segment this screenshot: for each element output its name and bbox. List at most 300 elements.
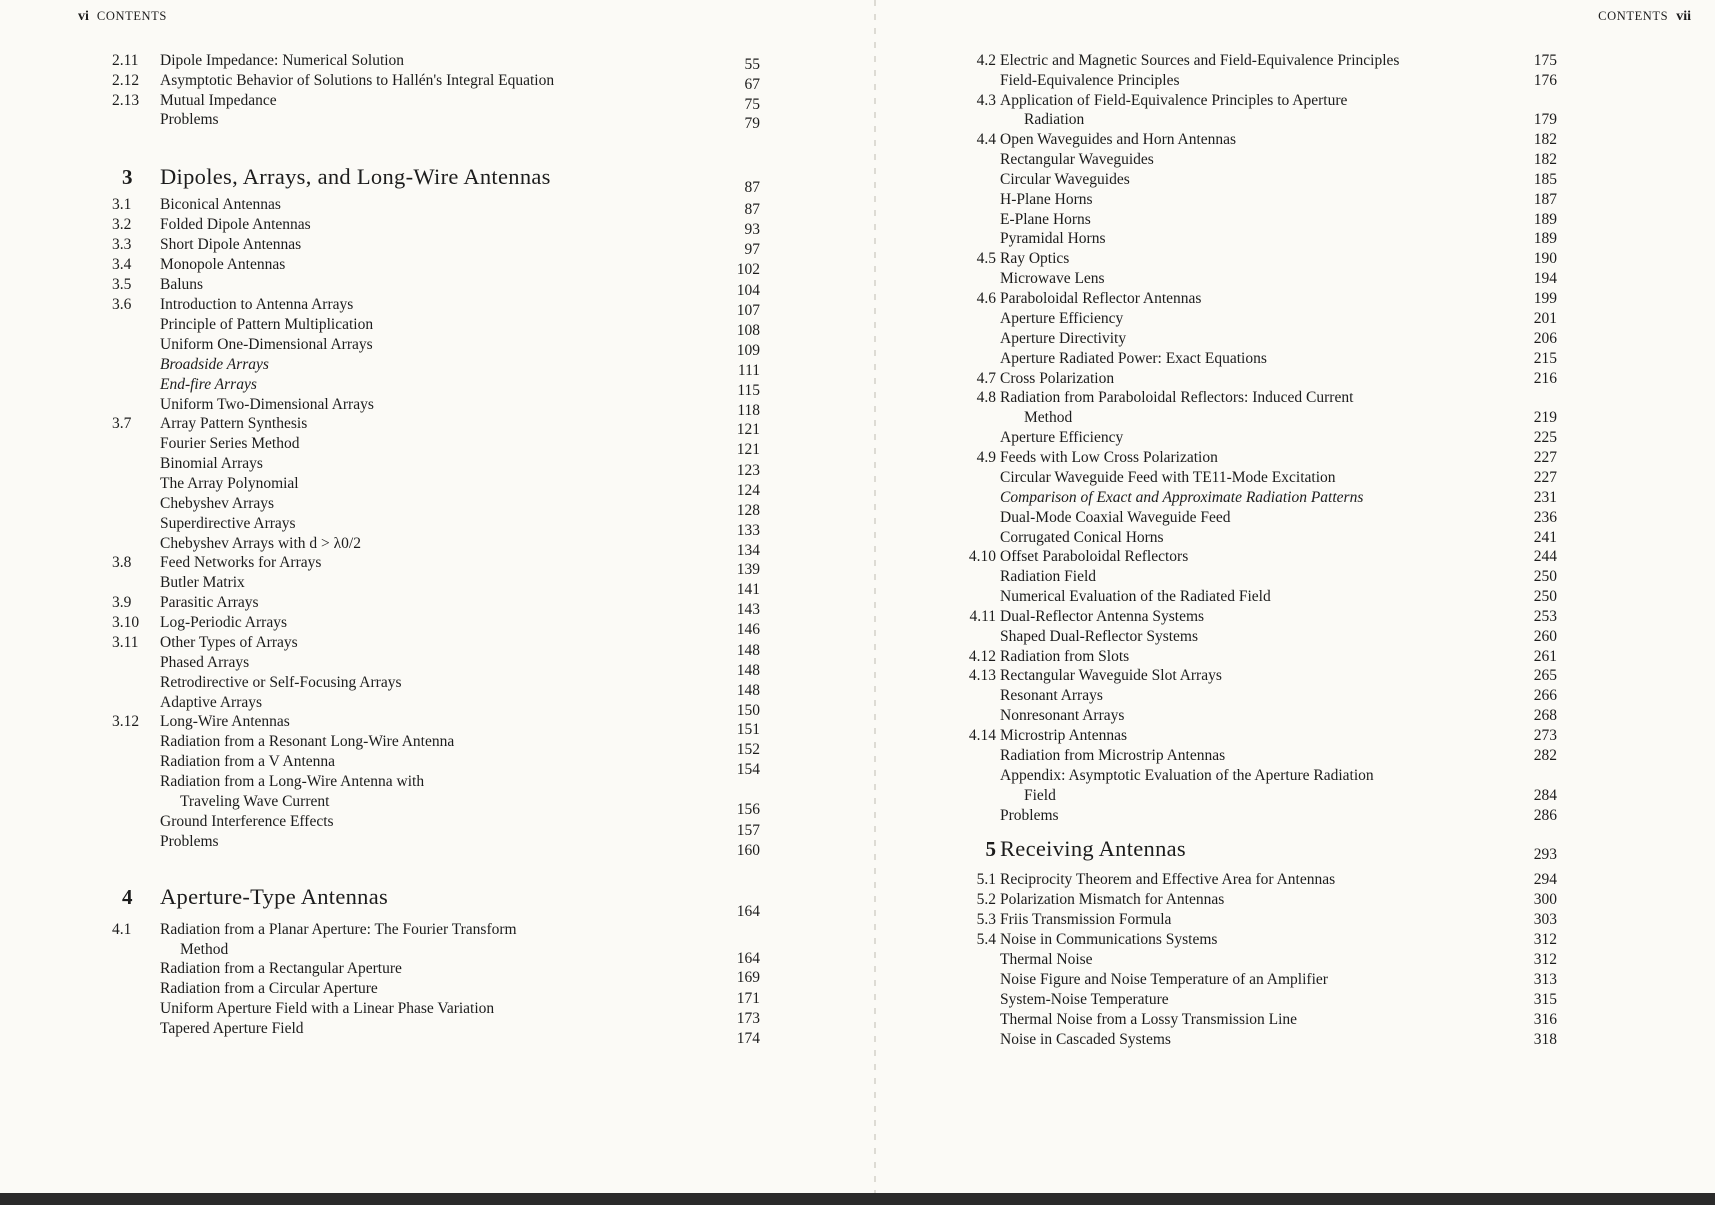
toc-entry [878,767,1715,785]
page-number-roman: vi [78,9,89,24]
section-title: Shaped Dual-Reflector Systems [1000,628,1199,645]
section-number: 4.3 [976,92,996,109]
toc-entry [878,509,1715,527]
toc-entry [878,1031,1715,1049]
section-number: 2.12 [112,72,140,89]
section-title: Broadside Arrays [160,356,269,373]
entry-page-number: 79 [744,115,760,132]
section-title: Chebyshev Arrays [160,495,275,512]
toc-entry [0,674,870,699]
toc-entry [878,389,1715,407]
toc-chapter-entry [0,884,870,920]
entry-page-number: 312 [1533,931,1557,948]
section-title: Feed Networks for Arrays [160,554,322,571]
entry-page-number: 176 [1533,72,1557,89]
entry-page-number: 121 [736,421,760,438]
section-title: Binomial Arrays [160,455,263,472]
section-title: Superdirective Arrays [160,515,296,532]
toc-entry [0,535,870,559]
section-title: Uniform Aperture Field with a Linear Phase Variation [160,1000,495,1017]
section-title: Radiation from Microstrip Antennas [1000,747,1226,764]
section-number: 4.7 [976,370,996,387]
section-title: Dual-Mode Coaxial Waveguide Feed [1000,509,1231,526]
section-title: Field [1024,787,1056,804]
entry-page-number: 102 [736,261,760,278]
section-title: Monopole Antennas [160,256,286,273]
section-title: Baluns [160,276,204,293]
chapter-number: 3 [122,165,133,189]
section-number: 4.11 [969,608,996,625]
section-title: Circular Waveguide Feed with TE11-Mode Excitation [1000,469,1336,486]
section-title: Comparison of Exact and Approximate Radiation Patterns [1000,489,1364,506]
section-title: Thermal Noise [1000,951,1093,968]
section-title: Asymptotic Behavior of Solutions to Hallén's Integral Equation [160,72,555,89]
section-title: Corrugated Conical Horns [1000,529,1164,546]
toc-entry [0,296,870,319]
chapter-number: 5 [985,837,996,861]
section-number: 3.7 [112,415,132,432]
entry-page-number: 134 [736,542,760,559]
toc-entry [0,1020,870,1047]
entry-page-number: 179 [1533,111,1557,128]
running-head-label: CONTENTS [96,9,167,23]
toc-entry [0,236,870,258]
section-title: Appendix: Asymptotic Evaluation of the Aperture Radiation [1000,767,1374,784]
entry-page-number: 215 [1533,350,1557,367]
toc-entry [878,469,1715,487]
entry-page-number: 139 [736,561,760,578]
chapter-title: Receiving Antennas [1000,836,1186,861]
section-title: Problems [160,833,219,850]
section-number: 5.2 [976,891,996,908]
entry-page-number: 55 [744,56,760,73]
section-number: 4.4 [976,131,996,148]
entry-page-number: 312 [1533,951,1557,968]
section-title: Feeds with Low Cross Polarization [1000,449,1218,466]
entry-page-number: 250 [1533,588,1557,605]
toc-entry [878,1011,1715,1029]
toc-entry [878,951,1715,969]
toc-entry [878,250,1715,268]
chapter-title: Aperture-Type Antennas [160,884,389,909]
entry-page-number: 150 [736,702,760,719]
entry-page-number: 182 [1533,131,1557,148]
entry-page-number: 87 [744,179,760,196]
section-title: Ray Optics [1000,250,1070,267]
section-title: Radiation from Slots [1000,648,1130,665]
section-number: 5.1 [976,871,996,888]
section-number: 3.10 [112,614,140,631]
section-title: Circular Waveguides [1000,171,1130,188]
section-title: System-Noise Temperature [1000,991,1169,1008]
section-title: Rectangular Waveguides [1000,151,1154,168]
book-gutter [874,0,876,1205]
section-title: Traveling Wave Current [180,793,330,810]
section-title: Aperture Radiated Power: Exact Equations [1000,350,1267,367]
entry-page-number: 187 [1533,191,1557,208]
section-title: Radiation from a V Antenna [160,753,336,770]
toc-entry [0,753,870,778]
section-title: Fourier Series Method [160,435,300,452]
section-number: 4.8 [976,389,996,406]
toc-chapter-entry [878,836,1715,868]
section-title: Biconical Antennas [160,196,281,213]
toc-entry [878,270,1715,288]
page-number-roman: vii [1676,9,1691,24]
entry-page-number: 107 [736,302,760,319]
section-title: Parasitic Arrays [160,594,259,611]
entry-page-number: 124 [736,482,760,499]
section-title: Friis Transmission Formula [1000,911,1172,928]
toc-entry [878,871,1715,889]
entry-page-number: 216 [1533,370,1557,387]
entry-page-number: 315 [1533,991,1557,1008]
toc-entry [878,92,1715,110]
toc-entry [0,594,870,618]
entry-page-number: 75 [744,96,760,113]
toc-entry [878,608,1715,626]
entry-page-number: 244 [1533,548,1557,565]
entry-page-number: 108 [736,322,760,339]
toc-entry [878,529,1715,547]
entry-page-number: 118 [737,402,760,419]
chapter-number: 4 [122,885,133,909]
entry-page-number: 164 [736,903,760,920]
section-title: Radiation Field [1000,568,1097,585]
section-title: Paraboloidal Reflector Antennas [1000,290,1202,307]
entry-page-number: 174 [736,1030,760,1047]
entry-page-number: 201 [1533,310,1557,327]
toc-entry [878,429,1715,447]
toc-entry [878,330,1715,348]
entry-page-number: 250 [1533,568,1557,585]
toc-entry [878,52,1715,70]
toc-entry [878,568,1715,586]
section-title: Butler Matrix [160,574,245,591]
toc-entry [878,911,1715,929]
section-title: Radiation [1024,111,1085,128]
toc-entry [0,52,870,73]
toc-entry [0,256,870,278]
section-title: Open Waveguides and Horn Antennas [1000,131,1237,148]
section-title: Tapered Aperture Field [160,1020,304,1037]
toc-entry [0,396,870,419]
entry-page-number: 67 [744,76,760,93]
section-title: E-Plane Horns [1000,211,1091,228]
entry-page-number: 148 [736,662,760,679]
entry-page-number: 236 [1533,509,1557,526]
entry-page-number: 146 [736,621,760,638]
entry-page-number: 190 [1533,250,1557,267]
entry-page-number: 164 [736,950,760,967]
section-number: 3.6 [112,296,132,313]
entry-page-number: 261 [1533,648,1557,665]
toc-entry [878,489,1715,507]
section-title: Aperture Efficiency [1000,429,1124,446]
entry-page-number: 151 [736,721,760,738]
entry-page-number: 148 [736,682,760,699]
section-title: Dual-Reflector Antenna Systems [1000,608,1205,625]
toc-entry [878,111,1715,129]
section-number: 4.5 [976,250,996,267]
toc-entry [0,574,870,598]
entry-page-number: 219 [1533,409,1557,426]
section-title: Cross Polarization [1000,370,1115,387]
entry-page-number: 303 [1533,911,1557,928]
section-title: Method [180,941,229,958]
section-title: Microwave Lens [1000,270,1105,287]
toc-entry [878,310,1715,328]
section-number: 3.9 [112,594,132,611]
toc-entry [0,941,870,967]
toc-entry [878,707,1715,725]
entry-page-number: 156 [736,801,760,818]
entry-page-number: 148 [736,642,760,659]
toc-entry [0,793,870,818]
toc-entry [0,475,870,499]
toc-entry [878,727,1715,745]
toc-entry [878,290,1715,308]
scan-bottom-edge [0,1193,1715,1205]
entry-page-number: 185 [1533,171,1557,188]
section-title: Radiation from Paraboloidal Reflectors: Induced Current [1000,389,1354,406]
toc-entry [0,111,870,132]
toc-entry [0,356,870,379]
section-title: Field-Equivalence Principles [1000,72,1180,89]
entry-page-number: 104 [736,282,760,299]
section-title: Other Types of Arrays [160,634,298,651]
entry-page-number: 160 [736,842,760,859]
section-number: 2.11 [112,52,139,69]
toc-entry [878,667,1715,685]
section-number: 3.12 [112,713,140,730]
toc-entry [878,72,1715,90]
toc-entry [0,654,870,679]
toc-entry [878,449,1715,467]
toc-entry [0,216,870,238]
entry-page-number: 265 [1533,667,1557,684]
toc-entry [878,787,1715,805]
running-head-label: CONTENTS [1598,9,1669,23]
entry-page-number: 111 [737,362,760,379]
toc-entry [878,687,1715,705]
section-title: Array Pattern Synthesis [160,415,308,432]
toc-entry [878,991,1715,1009]
section-number: 4.9 [976,449,996,466]
toc-entry [0,1000,870,1027]
toc-entry [0,495,870,519]
entry-page-number: 194 [1533,270,1557,287]
toc-entry [0,980,870,1007]
section-number: 5.4 [976,931,996,948]
toc-entry [0,515,870,539]
section-number: 4.1 [112,921,132,938]
section-number: 3.5 [112,276,132,293]
toc-entry [878,891,1715,909]
toc-entry [878,747,1715,765]
entry-page-number: 189 [1533,211,1557,228]
section-title: Principle of Pattern Multiplication [160,316,374,333]
entry-page-number: 284 [1533,787,1557,804]
section-title: Application of Field-Equivalence Principles to Aperture [1000,92,1348,109]
entry-page-number: 141 [736,581,760,598]
section-number: 3.4 [112,256,132,273]
section-title: Uniform One-Dimensional Arrays [160,336,373,353]
section-title: Method [1024,409,1073,426]
entry-page-number: 266 [1533,687,1557,704]
section-number: 4.2 [976,52,996,69]
entry-page-number: 206 [1533,330,1557,347]
section-number: 4.12 [968,648,996,665]
section-title: Ground Interference Effects [160,813,334,830]
toc-entry [0,614,870,638]
section-title: The Array Polynomial [160,475,299,492]
section-title: Reciprocity Theorem and Effective Area for Antennas [1000,871,1336,888]
section-title: Problems [160,111,219,128]
section-number: 4.13 [968,667,996,684]
section-title: Radiation from a Rectangular Aperture [160,960,402,977]
toc-entry [0,196,870,218]
toc-entry [878,931,1715,949]
section-title: Noise in Communications Systems [1000,931,1218,948]
section-title: Radiation from a Long-Wire Antenna with [160,773,425,790]
entry-page-number: 225 [1533,429,1557,446]
entry-page-number: 227 [1533,449,1557,466]
section-title: Aperture Directivity [1000,330,1127,347]
section-title: Pyramidal Horns [1000,230,1106,247]
section-title: Resonant Arrays [1000,687,1103,704]
section-number: 3.11 [112,634,139,651]
toc-entry [878,807,1715,825]
section-title: Problems [1000,807,1059,824]
toc-entry [878,151,1715,169]
toc-entry [878,350,1715,368]
section-title: Uniform Two-Dimensional Arrays [160,396,374,413]
section-title: Offset Paraboloidal Reflectors [1000,548,1189,565]
toc-entry [878,628,1715,646]
running-head-left [78,9,167,25]
section-title: Chebyshev Arrays with d > λ0/2 [160,535,361,552]
toc-entry [0,960,870,986]
toc-entry [0,455,870,479]
section-title: Nonresonant Arrays [1000,707,1125,724]
entry-page-number: 316 [1533,1011,1557,1028]
entry-page-number: 273 [1533,727,1557,744]
entry-page-number: 143 [736,601,760,618]
section-title: Dipole Impedance: Numerical Solution [160,52,405,69]
chapter-title: Dipoles, Arrays, and Long-Wire Antennas [160,164,551,189]
entry-page-number: 171 [736,990,760,1007]
entry-page-number: 294 [1533,871,1557,888]
entry-page-number: 293 [1533,846,1557,863]
toc-entry [878,191,1715,209]
section-title: Electric and Magnetic Sources and Field-Equivalence Principles [1000,52,1400,69]
entry-page-number: 109 [736,342,760,359]
section-title: Folded Dipole Antennas [160,216,311,233]
entry-page-number: 133 [736,522,760,539]
section-number: 3.2 [112,216,132,233]
section-number: 4.10 [968,548,996,565]
section-title: Log-Periodic Arrays [160,614,287,631]
toc-entry [878,548,1715,566]
entry-page-number: 282 [1533,747,1557,764]
section-title: Radiation from a Circular Aperture [160,980,378,997]
section-title: H-Plane Horns [1000,191,1093,208]
entry-page-number: 199 [1533,290,1557,307]
entry-page-number: 189 [1533,230,1557,247]
toc-entry [878,230,1715,248]
section-title: Retrodirective or Self-Focusing Arrays [160,674,402,691]
section-number: 3.8 [112,554,132,571]
entry-page-number: 231 [1533,489,1557,506]
section-title: Noise Figure and Noise Temperature of an Amplifier [1000,971,1328,988]
section-title: Thermal Noise from a Lossy Transmission Line [1000,1011,1298,1028]
section-title: Numerical Evaluation of the Radiated Field [1000,588,1271,605]
toc-entry [0,435,870,458]
section-number: 3.3 [112,236,132,253]
section-number: 5.3 [976,911,996,928]
entry-page-number: 173 [736,1010,760,1027]
section-title: Adaptive Arrays [160,694,263,711]
entry-page-number: 154 [736,761,760,778]
entry-page-number: 227 [1533,469,1557,486]
section-number: 4.6 [976,290,996,307]
toc-entry [0,336,870,359]
entry-page-number: 97 [744,241,760,258]
section-title: Phased Arrays [160,654,250,671]
running-head-right [1598,9,1691,25]
section-title: Radiation from a Resonant Long-Wire Antenna [160,733,455,750]
section-title: Long-Wire Antennas [160,713,290,730]
toc-entry [0,773,870,791]
toc-entry [0,833,870,859]
entry-page-number: 253 [1533,608,1557,625]
entry-page-number: 93 [744,221,760,238]
toc-entry [878,171,1715,189]
toc-entry [0,276,870,299]
toc-entry [0,316,870,339]
section-title: Microstrip Antennas [1000,727,1127,744]
section-title: Introduction to Antenna Arrays [160,296,354,313]
entry-page-number: 300 [1533,891,1557,908]
right-page [878,0,1715,1205]
section-title: Short Dipole Antennas [160,236,302,253]
entry-page-number: 87 [744,201,760,218]
section-title: Aperture Efficiency [1000,310,1124,327]
entry-page-number: 313 [1533,971,1557,988]
toc-entry [0,554,870,578]
entry-page-number: 152 [736,741,760,758]
entry-page-number: 157 [736,822,760,839]
entry-page-number: 169 [736,969,760,986]
toc-entry [0,72,870,93]
entry-page-number: 123 [736,462,760,479]
toc-entry [878,588,1715,606]
section-title: Mutual Impedance [160,92,277,109]
entry-page-number: 115 [737,382,760,399]
entry-page-number: 175 [1533,52,1557,69]
toc-entry [0,415,870,438]
toc-chapter-entry [0,164,870,196]
toc-entry [878,409,1715,427]
section-number: 4.14 [968,727,996,744]
section-number: 3.1 [112,196,132,213]
toc-entry [0,694,870,719]
section-title: Rectangular Waveguide Slot Arrays [1000,667,1222,684]
toc-entry [0,634,870,659]
entry-page-number: 318 [1533,1031,1557,1048]
entry-page-number: 286 [1533,807,1557,824]
